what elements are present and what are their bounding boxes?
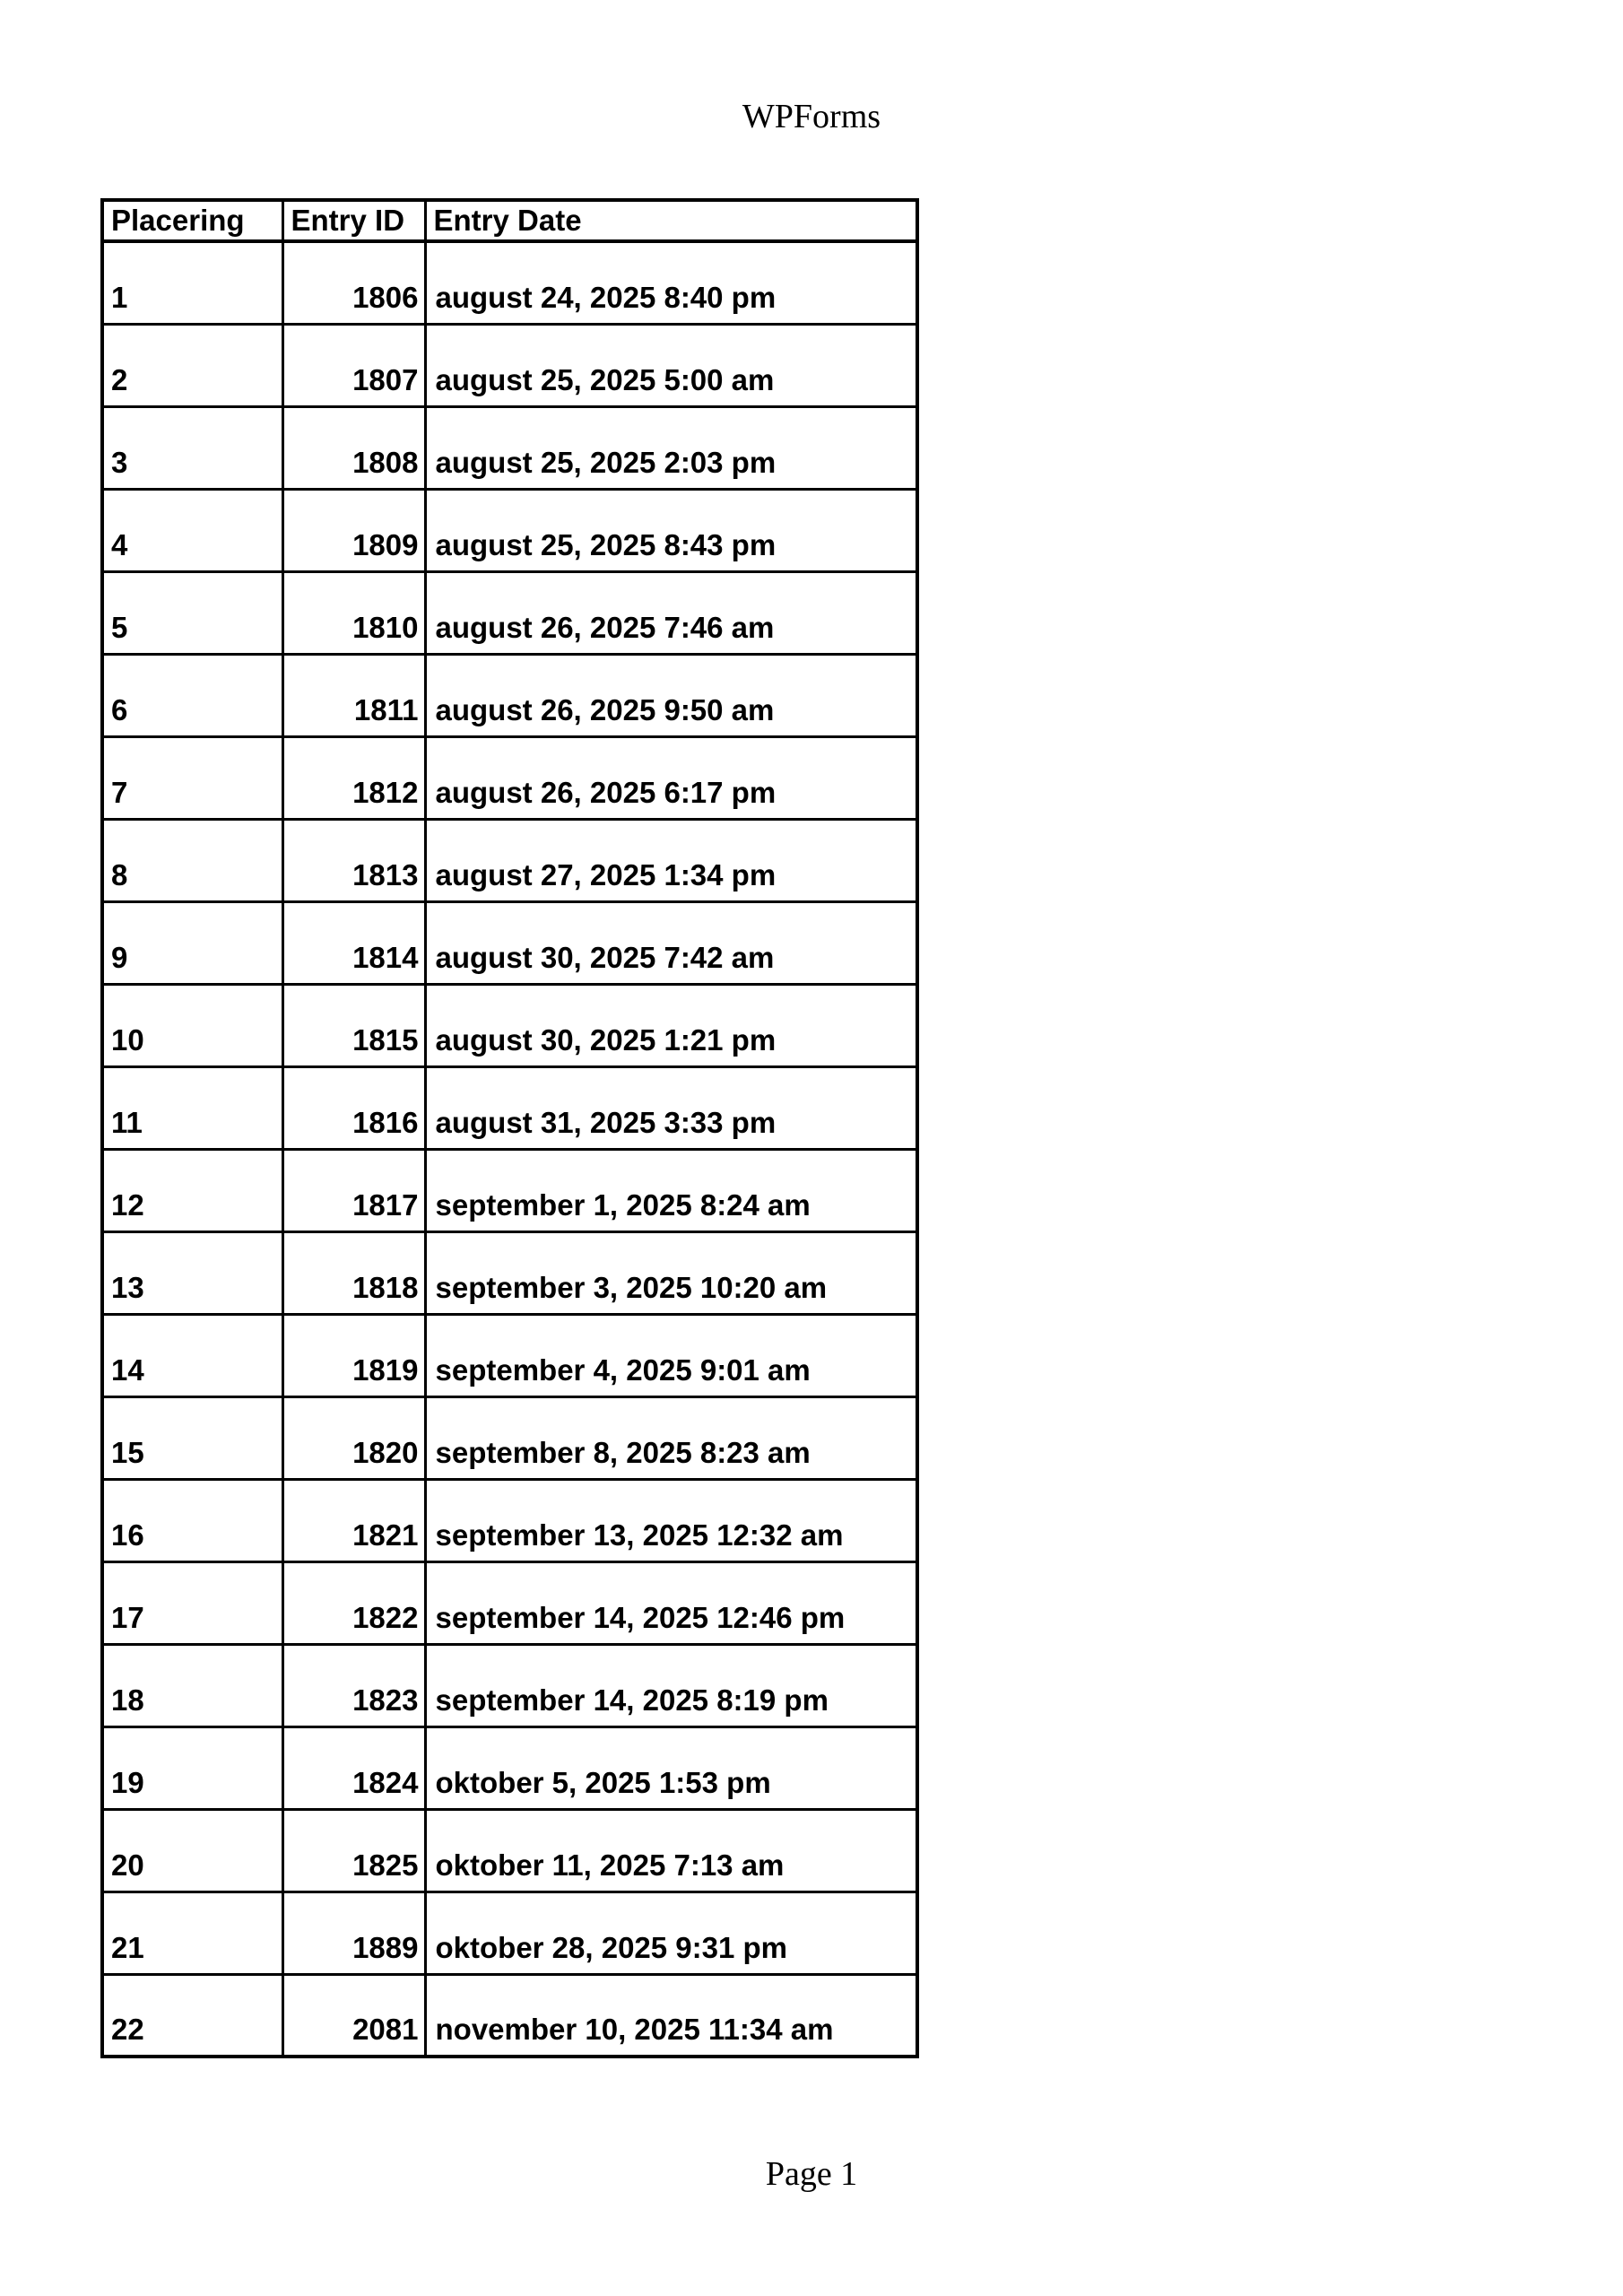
entry-date-cell: august 30, 2025 1:21 pm [425,984,917,1066]
document-header [0,97,1623,136]
table-row [102,736,917,819]
entry-id-cell: 1816 [282,1066,425,1149]
placering-cell: 14 [102,1314,282,1396]
placering-cell: 12 [102,1149,282,1231]
entry-id-cell: 1821 [282,1479,425,1561]
placering-cell: 21 [102,1892,282,1974]
entry-id-cell: 1810 [282,571,425,654]
table-row [102,1974,917,2057]
placering-cell: 9 [102,901,282,984]
entry-id-cell: 1813 [282,819,425,901]
entry-date-cell: august 25, 2025 8:43 pm [425,489,917,571]
placering-cell: 8 [102,819,282,901]
table-row [102,1479,917,1561]
entry-id-cell: 1809 [282,489,425,571]
entry-date-cell: september 14, 2025 8:19 pm [425,1644,917,1726]
placering-cell: 13 [102,1231,282,1314]
placering-cell: 16 [102,1479,282,1561]
table-row [102,241,917,324]
entry-date-cell: august 25, 2025 5:00 am [425,324,917,406]
entry-date-cell: oktober 28, 2025 9:31 pm [425,1892,917,1974]
table-row [102,1726,917,1809]
entry-id-cell: 1807 [282,324,425,406]
table-row [102,406,917,489]
placering-cell: 20 [102,1809,282,1892]
entry-id-cell: 1889 [282,1892,425,1974]
entry-date-cell: august 31, 2025 3:33 pm [425,1066,917,1149]
entry-date-cell: november 10, 2025 11:34 am [425,1974,917,2057]
entry-date-cell: oktober 5, 2025 1:53 pm [425,1726,917,1809]
entry-id-cell: 1817 [282,1149,425,1231]
table-header-row [102,200,917,241]
column-header-placering: Placering [102,200,282,241]
entry-id-cell: 1823 [282,1644,425,1726]
entry-date-cell: august 27, 2025 1:34 pm [425,819,917,901]
page-number: Page 1 [765,2155,858,2193]
placering-cell: 18 [102,1644,282,1726]
table-row [102,571,917,654]
entry-date-cell: september 13, 2025 12:32 am [425,1479,917,1561]
entry-id-cell: 1815 [282,984,425,1066]
table-row [102,901,917,984]
entry-id-cell: 1824 [282,1726,425,1809]
entry-id-cell: 1819 [282,1314,425,1396]
placering-cell: 5 [102,571,282,654]
table-body [102,241,917,2057]
placering-cell: 22 [102,1974,282,2057]
table-row [102,1066,917,1149]
entry-date-cell: august 26, 2025 6:17 pm [425,736,917,819]
table-row [102,654,917,736]
table-row [102,1314,917,1396]
placering-cell: 17 [102,1561,282,1644]
entry-id-cell: 1820 [282,1396,425,1479]
table-row [102,1149,917,1231]
entry-date-cell: september 14, 2025 12:46 pm [425,1561,917,1644]
entry-id-cell: 1806 [282,241,425,324]
entry-date-cell: august 24, 2025 8:40 pm [425,241,917,324]
table-row [102,324,917,406]
entry-id-cell: 1825 [282,1809,425,1892]
table-row [102,984,917,1066]
column-header-entry-id: Entry ID [282,200,425,241]
entry-date-cell: september 4, 2025 9:01 am [425,1314,917,1396]
document-footer [0,2154,1623,2194]
entry-id-cell: 1808 [282,406,425,489]
placering-cell: 6 [102,654,282,736]
table-row [102,1892,917,1974]
entry-date-cell: august 30, 2025 7:42 am [425,901,917,984]
entry-id-cell: 1812 [282,736,425,819]
entries-table [100,198,919,2058]
entry-id-cell: 2081 [282,1974,425,2057]
entry-id-cell: 1818 [282,1231,425,1314]
placering-cell: 10 [102,984,282,1066]
placering-cell: 4 [102,489,282,571]
placering-cell: 11 [102,1066,282,1149]
table-row [102,1231,917,1314]
entry-date-cell: september 1, 2025 8:24 am [425,1149,917,1231]
entry-date-cell: september 8, 2025 8:23 am [425,1396,917,1479]
entry-date-cell: august 26, 2025 9:50 am [425,654,917,736]
table-row [102,1561,917,1644]
column-header-entry-date: Entry Date [425,200,917,241]
table-row [102,1644,917,1726]
entry-date-cell: august 26, 2025 7:46 am [425,571,917,654]
entry-id-cell: 1811 [282,654,425,736]
placering-cell: 7 [102,736,282,819]
entry-id-cell: 1814 [282,901,425,984]
entry-date-cell: oktober 11, 2025 7:13 am [425,1809,917,1892]
placering-cell: 15 [102,1396,282,1479]
entry-id-cell: 1822 [282,1561,425,1644]
placering-cell: 1 [102,241,282,324]
entry-date-cell: august 25, 2025 2:03 pm [425,406,917,489]
entry-date-cell: september 3, 2025 10:20 am [425,1231,917,1314]
placering-cell: 19 [102,1726,282,1809]
header-title: WPForms [742,98,881,135]
table-row [102,489,917,571]
table-row [102,1396,917,1479]
placering-cell: 3 [102,406,282,489]
table-row [102,819,917,901]
table-row [102,1809,917,1892]
placering-cell: 2 [102,324,282,406]
